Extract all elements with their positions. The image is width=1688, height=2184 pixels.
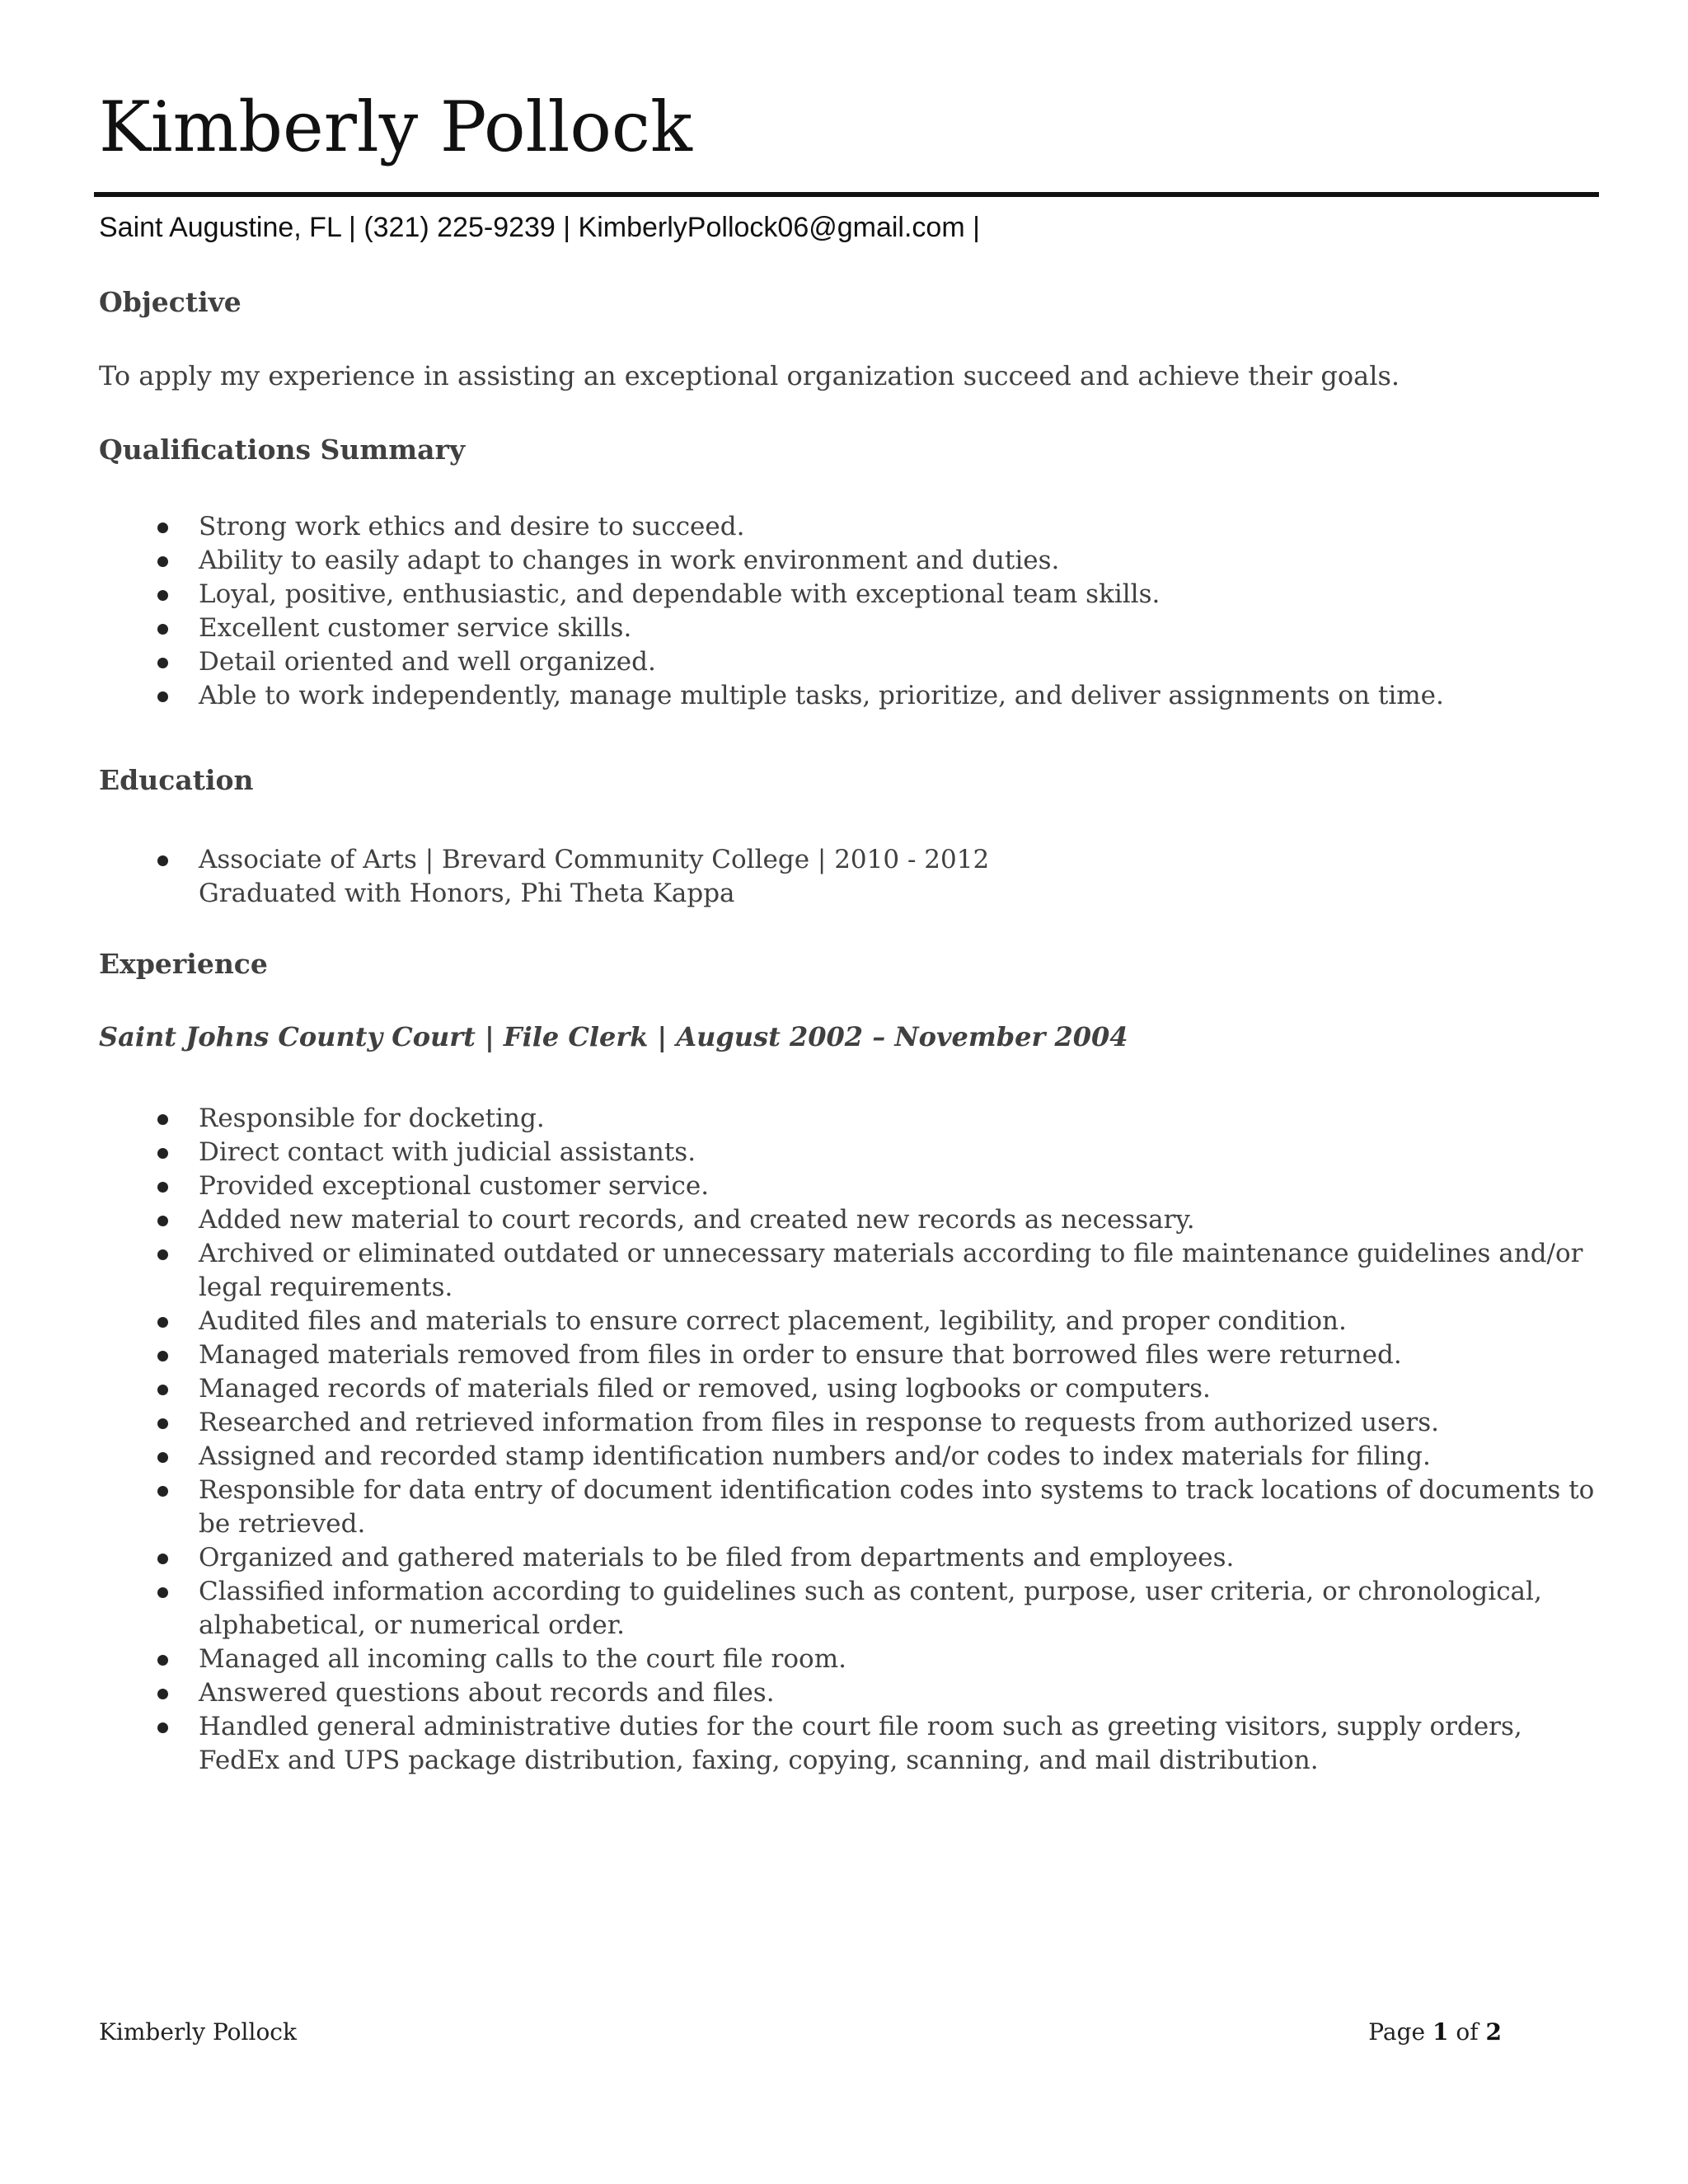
bullet-icon (157, 1317, 168, 1328)
qualification-item-text: Able to work independently, manage multiple tasks, prioritize, and deliver assignments on time. (199, 681, 1444, 710)
experience-item-text: Direct contact with judicial assistants. (199, 1137, 696, 1167)
experience-item (0, 1338, 1600, 1372)
footer-page-current: 1 (1432, 2018, 1449, 2046)
experience-item-text: Classified information according to guidelines such as content, purpose, user criteria, or chronological, alphabetical, or numerical order. (199, 1577, 1542, 1640)
bullet-icon (157, 658, 168, 668)
bullet-icon (157, 1655, 168, 1666)
qualification-item (0, 510, 1600, 544)
experience-item (0, 1102, 1600, 1136)
education-heading: Education (99, 764, 254, 796)
bullet-icon (157, 1554, 168, 1564)
experience-item-text: Managed all incoming calls to the court file room. (199, 1644, 846, 1674)
bullet-icon (157, 691, 168, 702)
education-list (0, 843, 1688, 911)
qualification-item (0, 679, 1600, 713)
candidate-name: Kimberly Pollock (99, 87, 692, 167)
bullet-icon (157, 523, 168, 533)
experience-item (0, 1305, 1600, 1338)
experience-item-text: Provided exceptional customer service. (199, 1171, 710, 1201)
footer-page-word: Page (1368, 2018, 1426, 2046)
experience-item-text: Answered questions about records and files. (199, 1678, 775, 1708)
qualifications-heading: Qualifications Summary (99, 434, 466, 466)
experience-item (0, 1372, 1600, 1406)
bullet-icon (157, 1418, 168, 1429)
qualification-item (0, 612, 1600, 645)
bullet-icon (157, 1182, 168, 1193)
bullet-icon (157, 1689, 168, 1699)
experience-item (0, 1575, 1600, 1643)
footer-page-number (1368, 2018, 1502, 2046)
experience-item (0, 1710, 1600, 1778)
bullet-icon (157, 1722, 168, 1733)
bullet-icon (157, 1486, 168, 1497)
experience-item-text: Responsible for data entry of document identification codes into systems to track locations of documents to be retrieved. (199, 1475, 1595, 1539)
bullet-icon (157, 1114, 168, 1125)
qualification-item-text: Loyal, positive, enthusiastic, and dependable with exceptional team skills. (199, 579, 1160, 609)
experience-item-text: Added new material to court records, and created new records as necessary. (199, 1205, 1195, 1235)
bullet-icon (157, 1216, 168, 1226)
experience-item (0, 1406, 1600, 1440)
experience-item (0, 1169, 1600, 1203)
bullet-icon (157, 624, 168, 635)
experience-heading: Experience (99, 948, 268, 980)
experience-item (0, 1474, 1600, 1541)
experience-item (0, 1203, 1600, 1237)
qualification-item (0, 578, 1600, 612)
experience-item-text: Responsible for docketing. (199, 1104, 545, 1133)
experience-item (0, 1541, 1600, 1575)
bullet-icon (157, 590, 168, 601)
experience-item (0, 1643, 1600, 1676)
footer-name: Kimberly Pollock (99, 2018, 297, 2046)
education-honors: Graduated with Honors, Phi Theta Kappa (199, 879, 735, 908)
header-divider (94, 192, 1599, 197)
footer-of-word: of (1456, 2018, 1479, 2046)
experience-item-text: Audited files and materials to ensure correct placement, legibility, and proper condition. (199, 1306, 1347, 1336)
qualification-item-text: Excellent customer service skills. (199, 613, 632, 643)
bullet-icon (157, 1452, 168, 1463)
experience-item-text: Assigned and recorded stamp identification numbers and/or codes to index materials for filing. (199, 1441, 1431, 1471)
experience-item (0, 1440, 1600, 1474)
education-item (0, 843, 1600, 911)
qualification-item (0, 645, 1600, 679)
qualification-item-text: Ability to easily adapt to changes in work environment and duties. (199, 546, 1060, 575)
contact-line: Saint Augustine, FL | (321) 225-9239 | KimberlyPollock06@gmail.com | (99, 212, 980, 243)
bullet-icon (157, 1351, 168, 1361)
bullet-icon (157, 855, 168, 866)
qualification-item-text: Strong work ethics and desire to succeed. (199, 512, 745, 541)
job-title: Saint Johns County Court | File Clerk | August 2002 – November 2004 (99, 1021, 1128, 1052)
qualifications-list (0, 510, 1688, 713)
experience-item-text: Researched and retrieved information from files in response to requests from authorized users. (199, 1408, 1439, 1437)
objective-text: To apply my experience in assisting an exceptional organization succeed and achieve their goals. (99, 360, 1400, 391)
experience-item-text: Organized and gathered materials to be filed from departments and employees. (199, 1543, 1235, 1572)
experience-item-text: Handled general administrative duties for the court file room such as greeting visitors, supply orders, FedEx and UPS package distribution, faxing, copying, scanning, and mail distribution. (199, 1712, 1522, 1775)
bullet-icon (157, 1587, 168, 1598)
objective-heading: Objective (99, 286, 241, 318)
qualification-item (0, 544, 1600, 578)
bullet-icon (157, 1148, 168, 1159)
education-degree: Associate of Arts | Brevard Community College | 2010 - 2012 (199, 845, 990, 874)
qualification-item-text: Detail oriented and well organized. (199, 647, 656, 677)
experience-item-text: Managed materials removed from files in order to ensure that borrowed files were returned. (199, 1340, 1402, 1370)
experience-item (0, 1136, 1600, 1169)
bullet-icon (157, 1249, 168, 1260)
experience-item (0, 1676, 1600, 1710)
bullet-icon (157, 1385, 168, 1395)
experience-item-text: Archived or eliminated outdated or unnecessary materials according to file maintenance guidelines and/or legal requirements. (199, 1239, 1583, 1302)
bullet-icon (157, 556, 168, 567)
experience-item (0, 1237, 1600, 1305)
experience-list (0, 1102, 1688, 1778)
footer-page-total: 2 (1485, 2018, 1502, 2046)
experience-item-text: Managed records of materials filed or removed, using logbooks or computers. (199, 1374, 1211, 1404)
